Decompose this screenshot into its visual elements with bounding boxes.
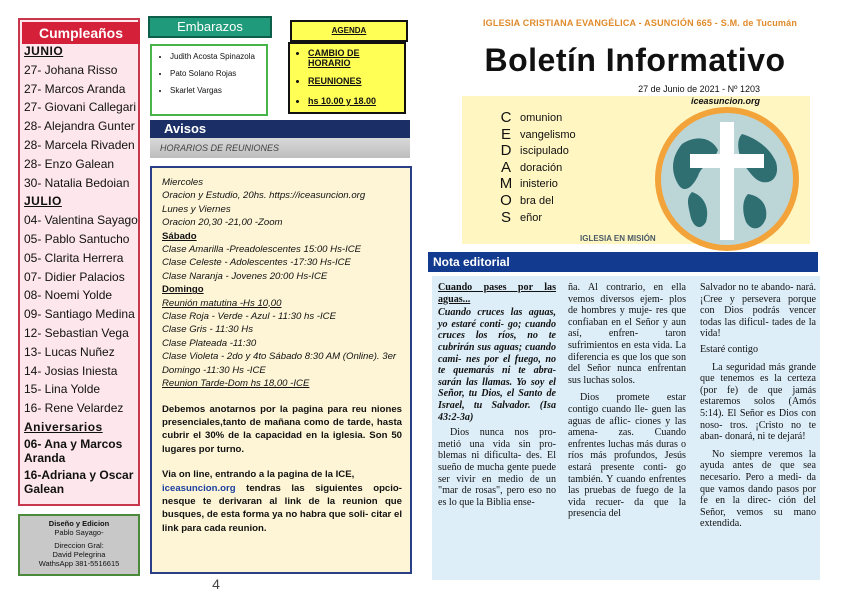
credits-line: David Pelegrina — [52, 550, 106, 559]
editorial-column-1 — [438, 282, 556, 508]
church-name: IGLESIA CRISTIANA EVANGÉLICA - ASUNCIÓN 665 - S.M. de Tucumán — [482, 18, 798, 28]
acrostic-word: eñor — [520, 211, 543, 224]
credits-box — [18, 514, 140, 576]
online-note-lead: Via on line, entrando a la pagina de la ICE, — [162, 469, 355, 481]
acrostic-word: inisterio — [520, 178, 558, 191]
acrostic-words — [520, 110, 640, 226]
birthdays-list — [22, 42, 138, 499]
editorial-column-3 — [700, 282, 816, 530]
globe-cross-icon — [652, 104, 802, 254]
birthday-item: 07- Didier Palacios — [24, 269, 125, 284]
editorial-paragraph: Dios promete estar contigo cuando lle- guen las aguas de aflic- ciones y las amena- zas. Cuando enfrentes luchas más duras o ríos más profundos, Jesús estará presente conti- go también. Y cuando enfrentes las pruebas de fuego de la vida recuer- da que la presencia del — [568, 392, 686, 520]
birthday-item: 09- Santiago Medina — [24, 307, 135, 322]
schedule-lines — [162, 176, 402, 391]
birthday-item: 13- Lucas Nuñez — [24, 344, 115, 359]
birthday-item: 04- Valentina Sayago — [24, 213, 138, 228]
schedule-line: Clase Amarilla -Preadolescentes 15:00 Hs-ICE — [162, 244, 362, 256]
acrostic-letter: C — [500, 109, 512, 126]
agenda-title: AGENDA — [290, 20, 408, 42]
editorial-paragraph: Dios nunca nos pro- metió una vida sin pro- blemas ni dificulta- des. El sueño de mucha gente puede ser vivir en medio de un "mar de rosas", pero eso no es lo que la Biblia ense- — [438, 427, 556, 508]
schedule-line: Lunes y Viernes — [162, 203, 231, 215]
schedule-line: Reunión matutina -Hs 10,00 — [162, 297, 282, 309]
credits-line: Direccion Gral: — [54, 541, 104, 550]
acrostic-letter: O — [500, 191, 512, 209]
acrostic-letter: E — [500, 125, 511, 143]
schedule-line: Reunion Tarde-Dom hs 18,00 -ICE — [162, 378, 310, 390]
editorial-subheading: Estaré contigo — [700, 343, 759, 355]
schedule-line: Oracion y Estudio, 20hs. https://iceasuncion.org — [162, 190, 366, 202]
birthdays-panel — [18, 18, 140, 506]
editorial-quote: Cuando cruces las aguas, yo estaré conti- go; cuando cruces los ríos, no te cubrirán sus aguas; cuando cami- nes por el fuego, no te quemarás ni te abra- sarán las llamas. Yo soy el Señor, tu Dios, el Santo de Israel, tu Salvador. (Isa 43:2-3a) — [438, 307, 556, 423]
pregnancy-item: • Pato Solano Rojas — [170, 69, 266, 79]
birthday-item: 30- Natalia Bedoian — [24, 175, 130, 190]
pregnancy-item: • Judith Acosta Spinazola — [170, 52, 266, 62]
registration-note: Debemos anotarnos por la pagina para reu niones presenciales,tanto de mañana como de tarde, hasta cubrir el 30% de la capacidad en la iglesia. Son 50 lugares por turno. — [162, 403, 402, 455]
birthday-item: 05- Pablo Santucho — [24, 231, 130, 246]
agenda-box — [288, 42, 406, 114]
acrostic-word: vangelismo — [520, 128, 576, 141]
credits-line: WathsApp 381-5516615 — [38, 559, 120, 568]
birthday-item: 08- Noemi Yolde — [24, 288, 113, 303]
acrostic-letter: A — [500, 158, 511, 176]
birthday-item: 28- Enzo Galean — [24, 156, 115, 171]
page-number: 4 — [212, 576, 220, 592]
editorial-paragraph: ña. Al contrario, en ella vemos diversos ejem- plos de hombres y muje- res que confiaban en el Señor y aun así, enfren- taron sufrimientos en esta vida. La diferencia es que los que son del Señor nunca enfrentan sus luchas solos. — [568, 282, 686, 386]
schedule-line: Miercoles — [162, 177, 204, 188]
acrostic-word: doración — [520, 161, 563, 174]
acrostic-word: bra del — [520, 194, 554, 207]
online-note — [162, 468, 402, 535]
agenda-item: • REUNIONES — [308, 76, 404, 86]
schedule-line: Clase Gris - 11:30 Hs — [162, 324, 253, 336]
birthday-item: 16- Rene Velardez — [24, 401, 124, 416]
acrostic-word: omunion — [520, 112, 563, 124]
birthday-item: 28- Alejandra Gunter — [24, 119, 135, 134]
editorial-paragraph: No siempre veremos la ayuda antes de que sea necesario. Pero a medi- da que vamos dando pasos por fe en la direc- ción del Señor, vemos su mano extendida. — [700, 448, 816, 530]
notices-box — [150, 166, 412, 574]
schedule-line: Clase Plateada -11:30 — [162, 337, 257, 349]
birthday-section-heading: JULIO — [24, 194, 62, 209]
website-text: iceasuncion.org — [690, 96, 760, 106]
editorial-column-2 — [568, 282, 686, 520]
birthday-item: 27- Marcos Aranda — [24, 81, 126, 96]
notices-subtitle: HORARIOS DE REUNIONES — [150, 138, 410, 158]
acrostic-word: iscipulado — [520, 145, 569, 158]
agenda-item: • CAMBIO DE HORARIO — [308, 48, 404, 68]
editorial-paragraph: Salvador no te abando- nará. ¡Cree y persevera porque con Dios podrás vencer todas las dificul- tades de la vida! — [700, 282, 816, 340]
birthday-item: 14- Josias Iniesta — [24, 363, 118, 378]
mission-label: IGLESIA EN MISIÓN — [580, 234, 656, 243]
notices-title: Avisos — [150, 120, 410, 138]
birthday-item: 05- Clarita Herrera — [24, 250, 124, 265]
schedule-day-heading: Sábado — [162, 230, 197, 242]
pregnancy-item: • Skarlet Vargas — [170, 86, 266, 96]
birthday-item: 16-Adriana y Oscar Galean — [24, 467, 134, 496]
online-note-rest: tendras las siguientes opcio- nesque te derivaran al link de la reunion que busques, de esta forma ya no habra que soli- citar el link para cada reunion. — [162, 482, 402, 534]
credits-line: Pablo Sayago- — [54, 528, 104, 537]
birthday-item: 27- Johana Risso — [24, 62, 118, 77]
birthday-section-heading: Aniversarios — [24, 419, 103, 434]
pregnancies-title: Embarazos — [148, 16, 272, 38]
website-link[interactable]: iceasuncion.org — [162, 482, 236, 494]
agenda-item: • hs 10.00 y 18.00 — [308, 96, 404, 106]
editorial-paragraph: La seguridad más grande que tenemos es la certeza (por fe) de que jamás estaremos solos (Amós 5:14). El Señor es Dios con noso- tros. ¡Cristo no te aban- donará, ni te dejará! — [700, 361, 816, 443]
editorial-header: Nota editorial — [428, 252, 818, 272]
schedule-line: Clase Celeste - Adolescentes -17:30 Hs-ICE — [162, 257, 351, 269]
schedule-line: Clase Roja - Verde - Azul - 11:30 hs -ICE — [162, 311, 336, 323]
schedule-line: Oracion 20,30 -21,00 -Zoom — [162, 217, 283, 229]
pregnancies-box — [150, 44, 268, 116]
birthdays-title: Cumpleaños — [22, 22, 140, 44]
editorial-title: Cuando pases por las aguas... — [438, 282, 556, 305]
birthday-item: 27- Giovani Callegari — [24, 100, 137, 115]
credits-line: Diseño y Edicion — [48, 519, 110, 528]
schedule-line: Clase Naranja - Jovenes 20:00 Hs-ICE — [162, 270, 328, 282]
acrostic-letters — [496, 110, 516, 226]
schedule-day-heading: Domingo — [162, 284, 204, 296]
birthday-item: 12- Sebastian Vega — [24, 325, 129, 340]
acrostic-letter: S — [500, 208, 511, 226]
page-title: Boletín Informativo — [484, 42, 786, 78]
birthday-item: 06- Ana y Marcos Aranda — [24, 436, 123, 465]
acrostic-letter: D — [500, 142, 512, 160]
birthday-item: 28- Marcela Rivaden — [24, 137, 135, 152]
birthday-section-heading: JUNIO — [24, 44, 64, 58]
issue-date: 27 de Junio de 2021 - Nº 1203 — [638, 84, 760, 94]
acrostic-letter: M — [499, 175, 513, 193]
birthday-item: 15- Lina Yolde — [24, 382, 101, 397]
schedule-line: Clase Violeta - 2do y 4to Sábado 8:30 AM (Online). 3er Domingo -11:30 Hs -ICE — [162, 351, 397, 376]
